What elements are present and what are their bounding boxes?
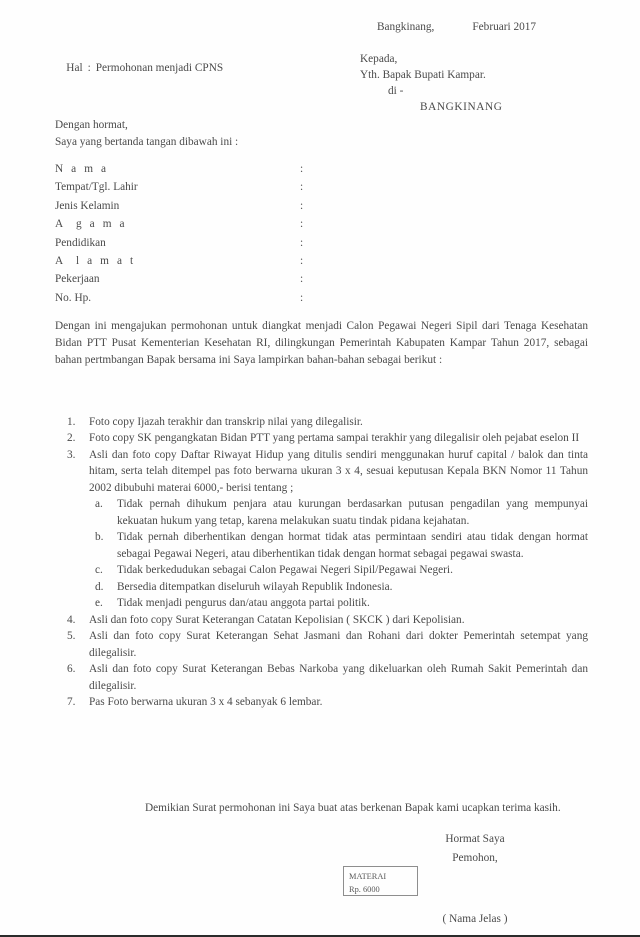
materai-stamp-box <box>343 866 418 896</box>
list-item-number: 6. <box>67 663 76 676</box>
sub-list-item-letter: d. <box>95 580 104 593</box>
field-label-alamat: A l a m a t <box>55 254 136 267</box>
list-item-number: 3. <box>67 448 76 461</box>
greeting-line: Dengan hormat, <box>55 119 128 131</box>
date-label: Februari 2017 <box>472 21 537 34</box>
list-item-number: 4. <box>67 613 76 626</box>
field-row-nama <box>55 161 355 179</box>
field-row-no-hp <box>55 290 355 308</box>
field-label-pendidikan: Pendidikan <box>55 236 106 249</box>
sub-list-item-text: Tidak pernah diberhentikan dengan hormat tidak atas permintaan sendiri atau tidak dengan hormat sebagai Pegawai Negeri, atau diberhentikan tidak dengan hormat sebagai pegawai swasta. <box>117 531 588 560</box>
date-line <box>360 3 630 51</box>
intro-paragraph: Dengan ini mengajukan permohonan untuk diangkat menjadi Calon Pegawai Negeri Sipil dari Tenaga Kesehatan Bidan PTT Pusat Kementerian Kesehatan RI, dilingkungan Pemerintah Kabupaten Kampar Tahun 2017, sebagai bahan pertmbangan Bapak bersama ini Saya lampirkan bahan-bahan sebagai berikut : <box>55 320 588 367</box>
list-item <box>55 612 588 628</box>
list-item-text: Asli dan foto copy Surat Keterangan Catatan Kepolisian ( SKCK ) dari Kepolisian. <box>89 613 465 626</box>
field-colon-no-hp: : <box>300 291 304 304</box>
sub-list-item-letter: e. <box>95 597 103 610</box>
materai-stamp <box>343 866 418 896</box>
sub-list-item <box>89 562 588 578</box>
materai-title: MATERAI <box>349 872 387 881</box>
identity-field-list <box>55 161 355 308</box>
undersigned-line: Saya yang bertanda tangan dibawah ini : <box>55 136 239 149</box>
field-colon-nama: : <box>300 163 304 175</box>
signature-block <box>355 831 595 869</box>
field-colon-pendidikan: : <box>300 236 304 249</box>
sub-list-item <box>89 529 588 562</box>
field-row-tempat-tgl-lahir <box>55 179 355 197</box>
field-label-no-hp: No. Hp. <box>55 291 92 304</box>
field-colon-tempat-tgl-lahir: : <box>300 181 304 194</box>
field-row-jenis-kelamin <box>55 198 355 216</box>
list-item-text: Foto copy SK pengangkatan Bidan PTT yang pertama sampai terakhir yang dilegalisir oleh pejabat eselon II <box>89 432 580 445</box>
list-item-number: 7. <box>67 696 76 709</box>
materai-value: Rp. 6000 <box>349 885 380 895</box>
field-row-pekerjaan <box>55 271 355 289</box>
list-item <box>55 447 588 496</box>
sub-list-item <box>89 595 588 611</box>
sub-list-item <box>89 496 588 529</box>
hormat-saya-label: Hormat Saya <box>445 833 505 845</box>
list-item-number: 5. <box>67 630 76 643</box>
subject-separator: : <box>87 62 91 75</box>
requirements-list <box>55 414 588 711</box>
field-label-pekerjaan: Pekerjaan <box>55 273 100 286</box>
list-item-text: Pas Foto berwarna ukuran 3 x 4 sebanyak 6 lembar. <box>89 696 323 709</box>
sub-list-item-text: Tidak menjadi pengurus dan/atau anggota partai politik. <box>117 597 370 610</box>
list-item-number: 2. <box>67 432 76 445</box>
kepada-label: Kepada, <box>360 53 398 66</box>
field-row-alamat <box>55 253 355 271</box>
field-label-nama: N a m a <box>55 163 109 175</box>
subject-value: Permohonan menjadi CPNS <box>95 62 224 75</box>
sub-list-item-letter: c. <box>95 564 103 577</box>
field-colon-pekerjaan: : <box>300 273 304 286</box>
recipient-label: Yth. Bapak Bupati Kampar. <box>360 69 486 82</box>
field-label-tempat-tgl-lahir: Tempat/Tgl. Lahir <box>55 181 138 194</box>
recipient-city-label: BANGKINANG <box>420 101 503 114</box>
subject-label: Hal <box>66 62 83 75</box>
list-item <box>55 628 588 661</box>
field-label-jenis-kelamin: Jenis Kelamin <box>55 199 120 212</box>
pemohon-label: Pemohon, <box>452 852 498 865</box>
sub-list-item-letter: b. <box>95 531 104 544</box>
letter-header <box>360 3 630 115</box>
closing-paragraph <box>83 800 588 817</box>
di-label: di - <box>388 85 404 98</box>
list-item <box>55 661 588 694</box>
subject-line <box>55 44 223 92</box>
sub-list-item <box>89 579 588 595</box>
sub-list-item-text: Bersedia ditempatkan diseluruh wilayah Republik Indonesia. <box>117 580 393 593</box>
sub-list-item-text: Tidak pernah dihukum penjara atau kurungan berdasarkan putusan pengadilan yang mempunyai kekuatan hukum yang tetap, karena melakukan suatu tindak pidana kejahatan. <box>117 498 588 527</box>
sub-list-item-letter: a. <box>95 498 103 511</box>
field-row-agama <box>55 216 355 234</box>
closing-text: Demikian Surat permohonan ini Saya buat atas berkenan Bapak kami ucapkan terima kasih. <box>145 802 561 814</box>
list-item-text: Asli dan foto copy Surat Keterangan Sehat Jasmani dan Rohani dari dokter Pemerintah setempat yang dilegalisir. <box>89 630 588 659</box>
salutation-block <box>55 117 455 151</box>
field-colon-jenis-kelamin: : <box>300 199 304 212</box>
field-colon-alamat: : <box>300 254 304 267</box>
field-colon-agama: : <box>300 218 304 231</box>
list-item <box>55 694 588 710</box>
name-placeholder-label: ( Nama Jelas ) <box>442 913 508 925</box>
field-label-agama: A g a m a <box>55 218 128 231</box>
list-item-text: Asli dan foto copy Surat Keterangan Bebas Narkoba yang dikeluarkan oleh Rumah Sakit Pemerintah dan dilegalisir. <box>89 663 588 692</box>
list-item <box>55 430 588 446</box>
list-item-number: 1. <box>67 416 76 428</box>
city-label: Bangkinang, <box>376 21 435 34</box>
field-row-pendidikan <box>55 235 355 253</box>
list-item-text: Asli dan foto copy Daftar Riwayat Hidup yang ditulis sendiri menggunakan huruf capital / balok dan tinta hitam, serta telah ditempel pas foto berwarna ukuran 3 x 4, sesuai keputusan Kepala BKN Nomor 11 Tahun 2002 dibubuhi materai 6000,- berisi tentang ; <box>89 448 588 494</box>
sub-list-item-text: Tidak berkedudukan sebagai Calon Pegawai Negeri Sipil/Pegawai Negeri. <box>117 564 453 577</box>
list-item <box>55 414 588 430</box>
list-item-text: Foto copy Ijazah terakhir dan transkrip nilai yang dilegalisir. <box>89 416 363 428</box>
sub-requirements-list <box>89 496 588 611</box>
